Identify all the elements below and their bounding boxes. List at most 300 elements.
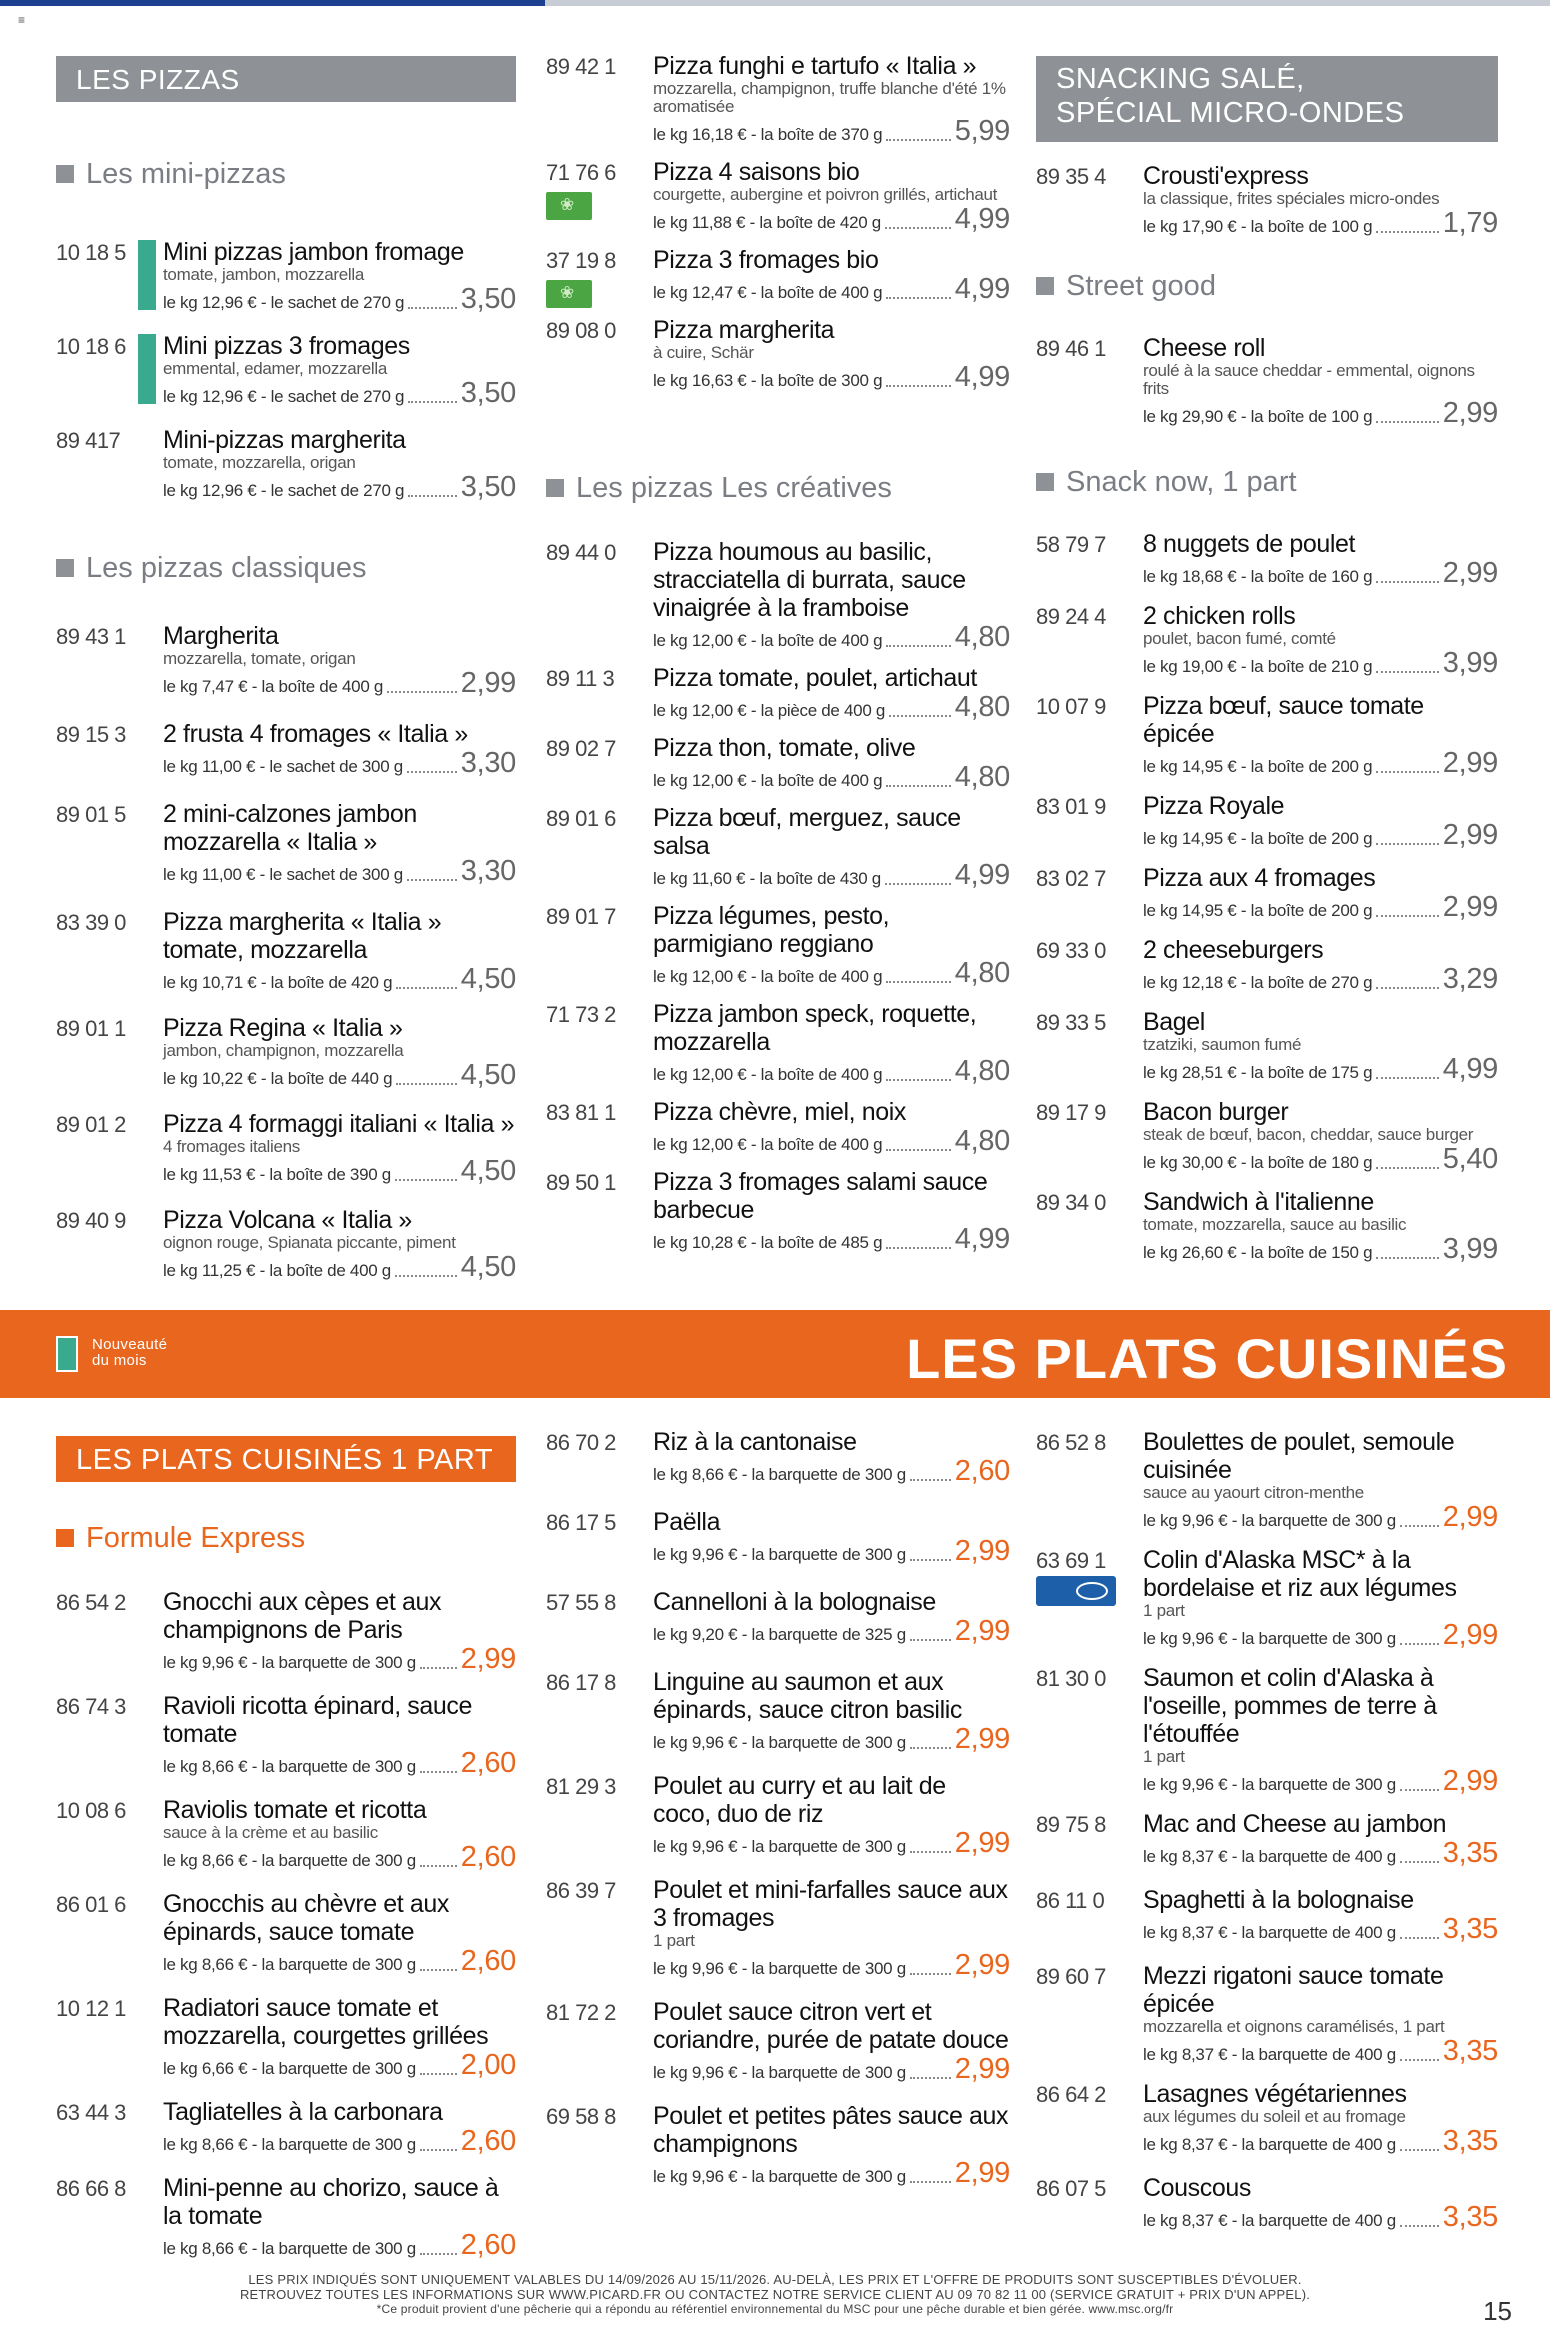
price-detail: le kg 12,00 € - la boîte de 400 g	[653, 771, 883, 790]
product-code: 86 07 5	[1036, 2176, 1106, 2201]
product-code: 89 08 0	[546, 318, 616, 343]
product-description: jambon, champignon, mozzarella	[163, 1041, 404, 1060]
product-item	[546, 1772, 1010, 1858]
product-name: Mini-penne au chorizo, sauce à la tomate	[163, 2174, 499, 2230]
product-code: 89 01 7	[546, 904, 616, 929]
product-item	[1036, 1546, 1498, 1650]
price-detail: le kg 14,95 € - la boîte de 200 g	[1143, 901, 1373, 920]
product-name: Cannelloni à la bolognaise	[653, 1588, 936, 1616]
price-line	[1143, 1620, 1498, 1650]
product-name: Pizza 4 formaggi italiani « Italia »	[163, 1110, 515, 1138]
product-name: Tagliatelles à la carbonara	[163, 2098, 443, 2126]
product-code: 81 29 3	[546, 1774, 616, 1799]
price-line	[1143, 2202, 1498, 2232]
price-line	[163, 2230, 516, 2260]
product-description: tomate, jambon, mozzarella	[163, 265, 365, 284]
price-detail: le kg 9,96 € - la barquette de 300 g	[653, 1959, 906, 1978]
product-body	[1143, 1428, 1498, 1532]
price-detail: le kg 8,37 € - la barquette de 400 g	[1143, 1923, 1396, 1942]
product-price: 2,60	[460, 2229, 516, 2261]
product-price: 4,99	[954, 203, 1010, 235]
product-name: Pizza 4 saisons bio	[653, 158, 860, 186]
product-price: 2,99	[954, 1949, 1010, 1981]
product-price: 2,99	[954, 2053, 1010, 2085]
product-body	[1143, 1810, 1498, 1868]
product-name: Pizza tomate, poulet, artichaut	[653, 664, 977, 692]
price-detail: le kg 19,00 € - la boîte de 210 g	[1143, 657, 1373, 676]
formule-express-label: Formule Express	[86, 1521, 306, 1554]
product-body	[163, 1890, 516, 1976]
dot-leader	[1400, 1789, 1439, 1791]
product-code: 69 33 0	[1036, 938, 1106, 963]
product-name: Mini-pizzas margherita	[163, 426, 406, 454]
dot-leader	[420, 1865, 457, 1867]
msc-label-icon	[1036, 1576, 1116, 1606]
price-line	[1143, 1502, 1498, 1532]
price-detail: le kg 30,00 € - la boîte de 180 g	[1143, 1153, 1373, 1172]
price-detail: le kg 8,66 € - la barquette de 300 g	[163, 1851, 416, 1870]
price-detail: le kg 28,51 € - la boîte de 175 g	[1143, 1063, 1373, 1082]
price-detail: le kg 6,66 € - la barquette de 300 g	[163, 2059, 416, 2078]
product-price: 2,99	[1442, 891, 1498, 923]
product-code: 37 19 8	[546, 248, 616, 273]
dot-leader	[1400, 2149, 1439, 2151]
product-description: aux légumes du soleil et au fromage	[1143, 2107, 1406, 2126]
product-code: 71 73 2	[546, 1002, 616, 1027]
product-price: 4,80	[954, 761, 1010, 793]
price-detail: le kg 9,96 € - la barquette de 300 g	[653, 1837, 906, 1856]
price-detail: le kg 8,37 € - la barquette de 400 g	[1143, 2211, 1396, 2230]
product-name: Riz à la cantonaise	[653, 1428, 857, 1456]
product-description: la classique, frites spéciales micro-ondes	[1143, 189, 1440, 208]
product-body	[163, 1994, 516, 2080]
street-good-label: Street good	[1066, 269, 1216, 302]
dot-leader	[910, 2181, 951, 2183]
product-price: 5,40	[1442, 1143, 1498, 1175]
product-code: 89 35 4	[1036, 164, 1106, 189]
product-name: Cheese roll	[1143, 334, 1266, 362]
product-name: Mezzi rigatoni sauce tomate épicée	[1143, 1962, 1444, 2018]
price-detail: le kg 11,60 € - la boîte de 430 g	[653, 869, 881, 888]
price-detail: le kg 12,00 € - la boîte de 400 g	[653, 1065, 883, 1084]
dot-leader	[420, 2073, 457, 2075]
product-body	[1143, 2080, 1498, 2156]
product-price: 3,35	[1442, 1913, 1498, 1945]
price-line	[653, 1616, 1010, 1646]
product-code: 86 54 2	[56, 1590, 126, 1615]
product-price: 5,99	[954, 115, 1010, 147]
dot-leader	[420, 2253, 457, 2255]
product-description: 1 part	[1143, 1601, 1185, 1620]
product-code: 83 02 7	[1036, 866, 1106, 891]
product-name: Poulet et petites pâtes sauce aux champignons	[653, 2102, 1009, 2158]
product-name: Poulet sauce citron vert et coriandre, purée de patate douce	[653, 1998, 1009, 2054]
pizzas-heading: LES PIZZAS	[56, 56, 516, 102]
product-price: 3,50	[460, 471, 516, 503]
product-code: 89 17 9	[1036, 1100, 1106, 1125]
product-code: 86 01 6	[56, 1892, 126, 1917]
dot-leader	[1400, 1937, 1439, 1939]
price-detail: le kg 11,00 € - le sachet de 300 g	[163, 757, 403, 776]
price-line	[1143, 2126, 1498, 2156]
product-code: 89 43 1	[56, 624, 126, 649]
product-body	[1143, 1886, 1498, 1944]
product-code: 89 46 1	[1036, 336, 1106, 361]
product-item	[56, 2098, 516, 2156]
product-item	[56, 1994, 516, 2080]
product-price: 4,99	[954, 273, 1010, 305]
product-price: 2,60	[460, 1747, 516, 1779]
dot-leader	[910, 1973, 951, 1975]
product-description: steak de bœuf, bacon, cheddar, sauce burger	[1143, 1125, 1474, 1144]
product-item	[1036, 2174, 1498, 2232]
product-name: Ravioli ricotta épinard, sauce tomate	[163, 1692, 472, 1748]
product-price: 2,99	[1442, 557, 1498, 589]
product-code: 83 81 1	[546, 1100, 616, 1125]
product-description: sauce au yaourt citron-menthe	[1143, 1483, 1364, 1502]
price-detail: le kg 8,37 € - la barquette de 400 g	[1143, 2045, 1396, 2064]
dot-leader	[1400, 1525, 1439, 1527]
product-code: 89 60 7	[1036, 1964, 1106, 1989]
product-name: Bacon burger	[1143, 1098, 1289, 1126]
product-code: 86 17 8	[546, 1670, 616, 1695]
product-body	[653, 2102, 1010, 2188]
product-price: 4,50	[460, 1251, 516, 1283]
dot-leader	[910, 2077, 951, 2079]
product-code: 89 24 4	[1036, 604, 1106, 629]
price-detail: le kg 11,00 € - le sachet de 300 g	[163, 865, 403, 884]
product-name: Pizza chèvre, miel, noix	[653, 1098, 906, 1126]
product-item	[546, 1668, 1010, 1754]
dot-leader	[1400, 2225, 1439, 2227]
price-line	[163, 2126, 516, 2156]
product-name: 8 nuggets de poulet	[1143, 530, 1356, 558]
product-name: Pizza thon, tomate, olive	[653, 734, 916, 762]
product-item	[56, 1692, 516, 1778]
product-price: 2,60	[954, 1455, 1010, 1487]
price-detail: le kg 11,88 € - la boîte de 420 g	[653, 213, 881, 232]
product-price: 3,30	[460, 747, 516, 779]
product-code: 89 33 5	[1036, 1010, 1106, 1035]
product-code: 10 18 6	[56, 334, 126, 359]
price-detail: le kg 9,96 € - la barquette de 300 g	[1143, 1775, 1396, 1794]
product-item	[56, 1588, 516, 1674]
price-detail: le kg 12,47 € - la boîte de 400 g	[653, 283, 883, 302]
product-name: Spaghetti à la bolognaise	[1143, 1886, 1414, 1914]
price-line	[653, 1724, 1010, 1754]
product-item	[546, 2102, 1010, 2188]
product-item	[1036, 1886, 1498, 1944]
price-line	[653, 1536, 1010, 1566]
price-detail: le kg 16,63 € - la boîte de 300 g	[653, 371, 883, 390]
price-detail: le kg 29,90 € - la boîte de 100 g	[1143, 407, 1373, 426]
price-detail: le kg 9,96 € - la barquette de 300 g	[653, 2167, 906, 2186]
price-detail: le kg 14,95 € - la boîte de 200 g	[1143, 757, 1373, 776]
product-name: Lasagnes végétariennes	[1143, 2080, 1407, 2108]
formule-express-subheading	[56, 1518, 305, 1558]
product-price: 4,99	[954, 1223, 1010, 1255]
product-item	[1036, 1428, 1498, 1532]
product-price: 4,80	[954, 1125, 1010, 1157]
product-item	[546, 1508, 1010, 1566]
price-line	[163, 1842, 516, 1872]
product-name: Pizza légumes, pesto, parmigiano reggiano	[653, 902, 890, 958]
product-price: 3,50	[460, 377, 516, 409]
product-name: Pizza Royale	[1143, 792, 1285, 820]
nouveaute-line2: du mois	[92, 1352, 147, 1369]
dot-leader	[420, 2149, 457, 2151]
product-code: 86 52 8	[1036, 1430, 1106, 1455]
price-detail: le kg 8,66 € - la barquette de 300 g	[163, 1955, 416, 1974]
product-name: Pizza bœuf, merguez, sauce salsa	[653, 804, 961, 860]
product-body	[653, 1998, 1010, 2084]
plats-list-2	[546, 1428, 1010, 2188]
price-detail: le kg 11,53 € - la boîte de 390 g	[163, 1165, 391, 1184]
classic-pizzas-label: Les pizzas classiques	[86, 551, 367, 584]
price-detail: le kg 8,66 € - la barquette de 300 g	[163, 2239, 416, 2258]
product-name: Mini pizzas jambon fromage	[163, 238, 464, 266]
product-price: 4,50	[460, 1059, 516, 1091]
product-item	[546, 1876, 1010, 1980]
product-description: roulé à la sauce cheddar - emmental, oignons frits	[1143, 361, 1475, 398]
product-price: 2,99	[954, 2157, 1010, 2189]
product-price: 2,00	[460, 2049, 516, 2081]
price-detail: le kg 9,96 € - la barquette de 300 g	[653, 2063, 906, 2082]
product-item	[1036, 1810, 1498, 1868]
product-price: 2,99	[954, 1535, 1010, 1567]
price-line	[653, 2054, 1010, 2084]
product-price: 3,99	[1442, 1233, 1498, 1265]
product-description: poulet, bacon fumé, comté	[1143, 629, 1336, 648]
price-detail: le kg 12,96 € - le sachet de 270 g	[163, 481, 405, 500]
product-name: 2 frusta 4 fromages « Italia »	[163, 720, 468, 748]
product-code: 89 11 3	[546, 666, 615, 691]
product-price: 2,60	[460, 1945, 516, 1977]
product-name: Pizza 3 fromages bio	[653, 246, 879, 274]
product-price: 2,99	[1442, 397, 1498, 429]
price-detail: le kg 12,96 € - le sachet de 270 g	[163, 387, 405, 406]
product-code: 89 75 8	[1036, 1812, 1106, 1837]
plats-list-3	[1036, 1428, 1498, 2232]
product-name: Crousti'express	[1143, 162, 1309, 190]
price-detail: le kg 9,96 € - la barquette de 300 g	[1143, 1629, 1396, 1648]
price-detail: le kg 8,37 € - la barquette de 400 g	[1143, 2135, 1396, 2154]
nouveaute-line1: Nouveauté	[92, 1336, 168, 1353]
price-detail: le kg 17,90 € - la boîte de 100 g	[1143, 217, 1373, 236]
product-code: 89 40 9	[56, 1208, 126, 1233]
price-detail: le kg 12,18 € - la boîte de 270 g	[1143, 973, 1373, 992]
product-description: tzatziki, saumon fumé	[1143, 1035, 1302, 1054]
dot-leader	[910, 1851, 951, 1853]
product-code: 89 01 2	[56, 1112, 126, 1137]
price-detail: le kg 12,00 € - la boîte de 400 g	[653, 967, 883, 986]
product-price: 4,99	[954, 361, 1010, 393]
product-price: 4,99	[1442, 1053, 1498, 1085]
dot-leader	[910, 1747, 951, 1749]
product-price: 3,35	[1442, 1837, 1498, 1869]
square-bullet-icon	[56, 1529, 74, 1547]
product-body	[1143, 1962, 1498, 2066]
product-code: 89 01 6	[546, 806, 616, 831]
product-name: 2 chicken rolls	[1143, 602, 1296, 630]
product-name: Gnocchi aux cèpes et aux champignons de Paris	[163, 1588, 442, 1644]
product-code: 89 01 5	[56, 802, 126, 827]
product-code: 83 01 9	[1036, 794, 1106, 819]
product-price: 2,99	[1442, 1619, 1498, 1651]
footer-legal	[0, 2272, 1550, 2317]
product-price: 2,99	[460, 1643, 516, 1675]
product-price: 2,99	[1442, 747, 1498, 779]
product-code: 86 11 0	[1036, 1888, 1105, 1913]
product-name: Mini pizzas 3 fromages	[163, 332, 410, 360]
product-name: Colin d'Alaska MSC* à la bordelaise et riz aux légumes	[1143, 1546, 1457, 1602]
product-code: 86 74 3	[56, 1694, 126, 1719]
dot-leader	[420, 1969, 457, 1971]
product-item	[546, 1428, 1010, 1486]
product-code: 71 76 6	[546, 160, 616, 185]
product-price: 3,29	[1442, 963, 1498, 995]
price-line	[653, 1950, 1010, 1980]
dot-leader	[910, 1479, 951, 1481]
price-detail: le kg 8,66 € - la barquette de 300 g	[653, 1465, 906, 1484]
snack-now-label: Snack now, 1 part	[1066, 465, 1297, 498]
price-line	[1143, 2036, 1498, 2066]
product-price: 4,80	[954, 621, 1010, 653]
price-detail: le kg 12,00 € - la pièce de 400 g	[653, 701, 886, 720]
product-name: Pizza margherita	[653, 316, 835, 344]
price-line	[1143, 1766, 1498, 1796]
price-detail: le kg 9,96 € - la barquette de 300 g	[1143, 1511, 1396, 1530]
product-description: mozzarella et oignons caramélisés, 1 part	[1143, 2017, 1445, 2036]
product-price: 2,60	[460, 1841, 516, 1873]
price-line	[1143, 1838, 1498, 1868]
footer-line1: LES PRIX INDIQUÉS SONT UNIQUEMENT VALABLES DU 14/09/2026 AU 15/11/2026. AU-DELÀ, LES PRIX ET L'OFFRE DE PRODUITS SONT SUSCEPTIBLES D'ÉVOLUER.	[248, 2272, 1302, 2287]
product-code: 63 69 1	[1036, 1548, 1106, 1573]
product-price: 3,35	[1442, 2201, 1498, 2233]
product-description: à cuire, Schär	[653, 343, 754, 362]
product-price: 4,50	[460, 963, 516, 995]
product-code: 10 18 5	[56, 240, 126, 265]
product-body	[653, 1668, 1010, 1754]
dot-leader	[1400, 1861, 1439, 1863]
product-price: 3,50	[460, 283, 516, 315]
product-body	[163, 2174, 516, 2260]
product-price: 2,99	[1442, 1765, 1498, 1797]
product-price: 2,99	[1442, 1501, 1498, 1533]
price-line	[163, 2050, 516, 2080]
product-code: 86 64 2	[1036, 2082, 1106, 2107]
product-price: 2,99	[460, 667, 516, 699]
product-body	[1143, 2174, 1498, 2232]
price-detail: le kg 8,66 € - la barquette de 300 g	[163, 2135, 416, 2154]
plats-column-2	[546, 0, 1010, 2328]
product-name: 2 mini-calzones jambon mozzarella « Italia »	[163, 800, 417, 856]
price-detail: le kg 9,96 € - la barquette de 300 g	[163, 1653, 416, 1672]
product-name: Pizza aux 4 fromages	[1143, 864, 1376, 892]
product-name: Linguine au saumon et aux épinards, sauce citron basilic	[653, 1668, 962, 1724]
product-item	[56, 1890, 516, 1976]
product-code: 86 66 8	[56, 2176, 126, 2201]
product-name: Margherita	[163, 622, 279, 650]
price-line	[1143, 1914, 1498, 1944]
product-code: 89 02 7	[546, 736, 616, 761]
product-item	[546, 1588, 1010, 1646]
product-name: Pizza houmous au basilic, stracciatella di burrata, sauce vinaigrée à la framboise	[653, 538, 966, 622]
product-item	[1036, 1664, 1498, 1796]
product-name: Radiatori sauce tomate et mozzarella, courgettes grillées	[163, 1994, 489, 2050]
product-name: Couscous	[1143, 2174, 1251, 2202]
page-number: 15	[1483, 2296, 1512, 2326]
price-detail: le kg 12,96 € - le sachet de 270 g	[163, 293, 405, 312]
price-detail: le kg 16,18 € - la boîte de 370 g	[653, 125, 883, 144]
dot-leader	[910, 1559, 951, 1561]
price-detail: le kg 26,60 € - la boîte de 150 g	[1143, 1243, 1373, 1262]
product-description: tomate, mozzarella, origan	[163, 453, 356, 472]
plats-1-part-heading: LES PLATS CUISINÉS 1 PART	[56, 1436, 516, 1482]
price-detail: le kg 12,00 € - la boîte de 400 g	[653, 631, 883, 650]
price-detail: le kg 8,37 € - la barquette de 400 g	[1143, 1847, 1396, 1866]
product-description: 4 fromages italiens	[163, 1137, 300, 1156]
product-name: Pizza jambon speck, roquette, mozzarella	[653, 1000, 977, 1056]
footer-line2: RETROUVEZ TOUTES LES INFORMATIONS SUR WWW.PICARD.FR OU CONTACTEZ NOTRE SERVICE CLIENT AU 09 70 82 11 00 (SERVICE GRATUIT + PRIX D'UN APPEL).	[239, 2287, 1311, 2302]
product-code: 10 08 6	[56, 1798, 126, 1823]
product-name: Saumon et colin d'Alaska à l'oseille, pommes de terre à l'étouffée	[1143, 1664, 1437, 1748]
product-code: 10 07 9	[1036, 694, 1106, 719]
product-name: Poulet au curry et au lait de coco, duo de riz	[653, 1772, 946, 1828]
dot-leader	[420, 1667, 457, 1669]
product-body	[163, 1796, 516, 1872]
product-description: courgette, aubergine et poivron grillés, artichaut	[653, 185, 998, 204]
product-name: Pizza 3 fromages salami sauce barbecue	[653, 1168, 988, 1224]
snacking-heading-line1: SNACKING SALÉ,	[1056, 63, 1305, 95]
dot-leader	[1400, 2059, 1439, 2061]
product-name: Pizza bœuf, sauce tomate épicée	[1143, 692, 1424, 748]
product-code: 81 72 2	[546, 2000, 616, 2025]
plats-column-3	[1036, 0, 1498, 2328]
product-item	[56, 2174, 516, 2260]
product-price: 4,99	[954, 859, 1010, 891]
product-code: 69 58 8	[546, 2104, 616, 2129]
product-body	[653, 1876, 1010, 1980]
price-detail: le kg 10,71 € - la boîte de 420 g	[163, 973, 393, 992]
top-mark: ≡	[18, 13, 26, 27]
product-code: 89 34 0	[1036, 1190, 1106, 1215]
plats-column-1	[56, 0, 516, 2328]
price-detail: le kg 14,95 € - la boîte de 200 g	[1143, 829, 1373, 848]
snacking-heading-line2: SPÉCIAL MICRO-ONDES	[1056, 97, 1405, 129]
price-line	[653, 1456, 1010, 1486]
price-detail: le kg 9,20 € - la barquette de 325 g	[653, 1625, 906, 1644]
product-name: Boulettes de poulet, semoule cuisinée	[1143, 1428, 1455, 1484]
product-item	[1036, 2080, 1498, 2156]
msc-fish-icon	[1076, 1582, 1108, 1600]
dot-leader	[420, 1771, 457, 1773]
product-price: 4,50	[460, 1155, 516, 1187]
product-price: 2,99	[954, 1723, 1010, 1755]
product-code: 89 44 0	[546, 540, 616, 565]
product-item	[1036, 1962, 1498, 2066]
product-code: 89 417	[56, 428, 121, 453]
product-body	[1143, 1546, 1498, 1650]
price-line	[163, 1946, 516, 1976]
product-description: emmental, edamer, mozzarella	[163, 359, 388, 378]
product-price: 4,80	[954, 691, 1010, 723]
price-line	[163, 1644, 516, 1674]
product-description: tomate, mozzarella, sauce au basilic	[1143, 1215, 1407, 1234]
product-item	[56, 1796, 516, 1872]
product-price: 4,80	[954, 957, 1010, 989]
product-price: 3,30	[460, 855, 516, 887]
